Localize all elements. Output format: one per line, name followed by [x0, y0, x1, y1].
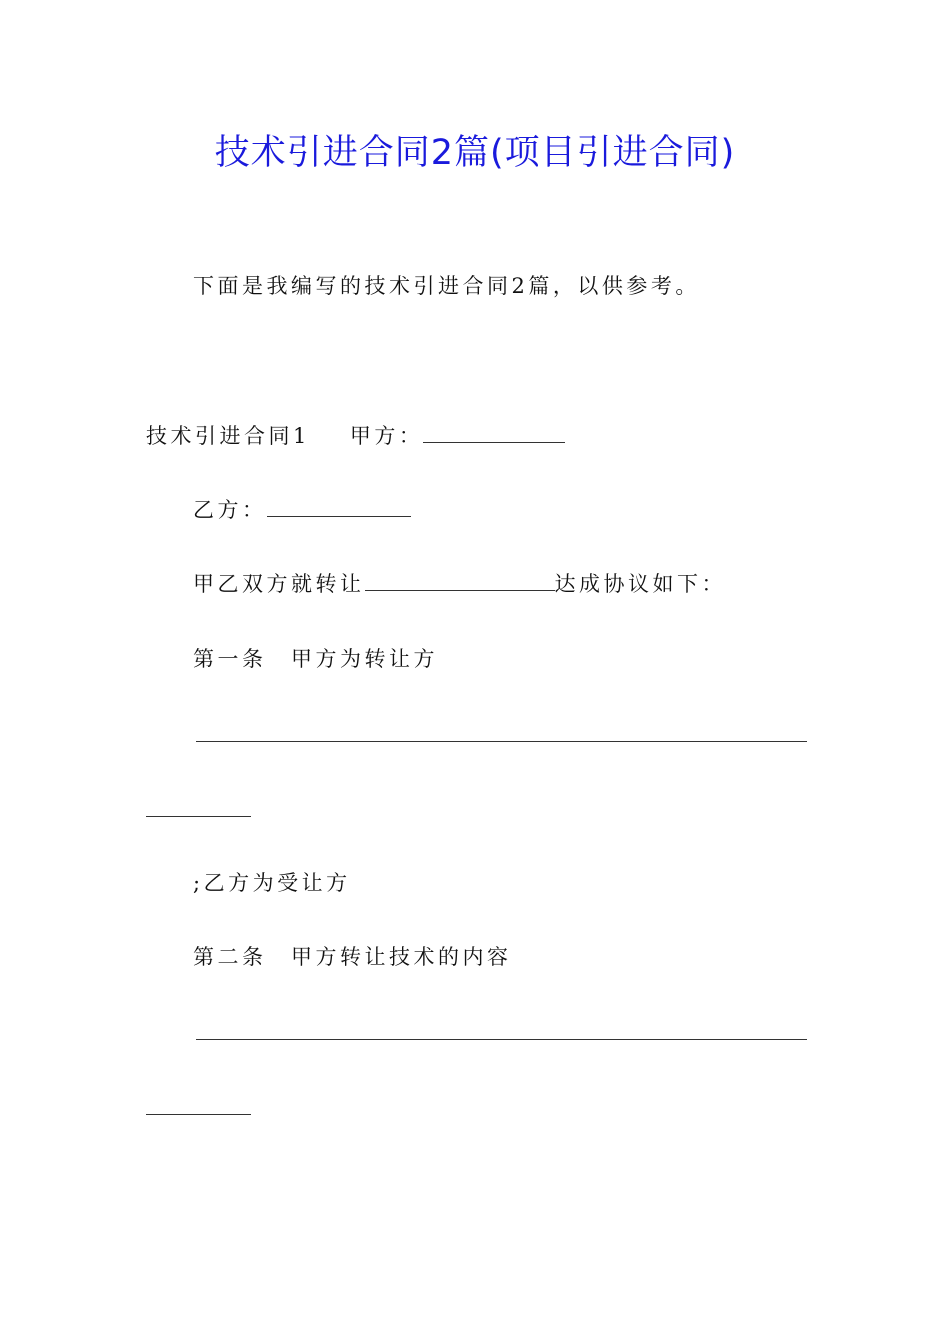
- agreement-prefix: 甲乙双方就转让: [193, 572, 365, 596]
- party-b-line: [193, 495, 411, 525]
- agreement-suffix: 达成协议如下：: [554, 572, 726, 596]
- agreement-line: [193, 569, 726, 599]
- article2-heading: 第二条 甲方转让技术的内容: [193, 945, 512, 969]
- article1-continued: ;乙方为受让方: [193, 871, 351, 895]
- article1-blank-line: [196, 741, 807, 742]
- document-title: 技术引进合同2篇(项目引进合同): [214, 133, 736, 173]
- party-a-blank: [423, 422, 565, 443]
- contract-heading-line: [146, 421, 565, 451]
- contract-heading: 技术引进合同1: [146, 424, 310, 448]
- party-b-label: 乙方：: [193, 498, 267, 522]
- agreement-blank: [365, 570, 555, 591]
- intro-paragraph: 下面是我编写的技术引进合同2篇，以供参考。: [193, 274, 700, 298]
- article2-blank-line: [196, 1039, 807, 1040]
- party-b-blank: [267, 496, 411, 517]
- article1-blank-line-continued: [146, 816, 251, 817]
- party-a-label: 甲方：: [349, 424, 424, 448]
- article2-blank-line-continued: [146, 1114, 251, 1115]
- article1-heading: 第一条 甲方为转让方: [193, 647, 438, 671]
